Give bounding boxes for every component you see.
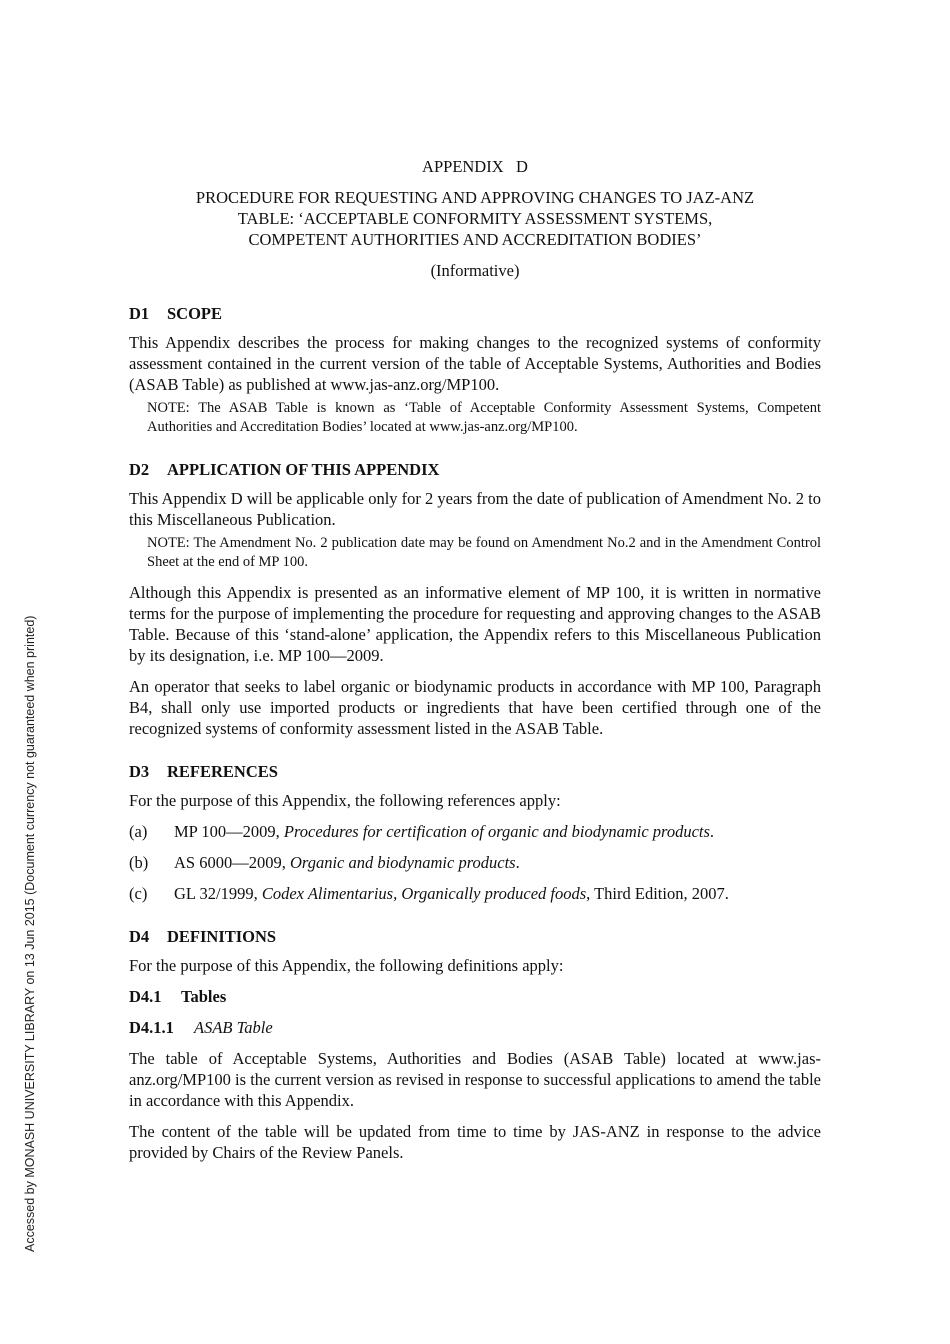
section-title: REFERENCES: [167, 762, 278, 781]
section-number: D3: [129, 762, 150, 781]
note: NOTE: The ASAB Table is known as ‘Table of Acceptable Conformity Assessment Systems, Competent Authorities and Accreditation Bodies’ located at www.jas-anz.org/MP100.: [147, 400, 821, 435]
section-number: D4: [129, 927, 150, 946]
paragraph: This Appendix D will be applicable only for 2 years from the date of publication of Amendment No. 2 to this Miscellaneous Publication.: [129, 489, 821, 529]
reference-suffix: .: [709, 822, 715, 841]
subsection-number: D4.1.1: [129, 1018, 174, 1037]
reference-item: [129, 883, 821, 904]
paragraph: This Appendix describes the process for making changes to the recognized systems of conformity assessment contained in the current version of the table of Acceptable Systems, Authorities and Bodies (ASAB Table) as published at www.jas-anz.org/MP100.: [129, 333, 821, 394]
reference-label: (c): [129, 884, 148, 903]
section-heading-d2: [129, 459, 821, 480]
section-number: D2: [129, 460, 150, 479]
paragraph: For the purpose of this Appendix, the following references apply:: [129, 791, 561, 810]
reference-title: Procedures for certification of organic and biodynamic products: [283, 822, 710, 841]
reference-title: Organic and biodynamic products: [289, 853, 516, 872]
paragraph: Although this Appendix is presented as an informative element of MP 100, it is written in normative terms for the purpose of implementing the procedure for requesting and approving changes to the ASAB Table. Because of this ‘stand-alone’ application, the Appendix refers to this Miscellaneous Publication by its designation, i.e. MP 100—2009.: [129, 583, 821, 665]
reference-text: [174, 852, 821, 873]
paragraph: An operator that seeks to label organic or biodynamic products in accordance with MP 100, Paragraph B4, shall only use imported products or ingredients that have been certified through one of the recognized systems of conformity assessment listed in the ASAB Table.: [129, 677, 821, 738]
reference-text: [174, 883, 821, 904]
appendix-title: [129, 187, 821, 250]
reference-item: [129, 852, 821, 873]
section-title: DEFINITIONS: [167, 927, 277, 946]
appendix-title-line: TABLE: ‘ACCEPTABLE CONFORMITY ASSESSMENT SYSTEMS,: [237, 209, 713, 228]
access-stamp: Accessed by MONASH UNIVERSITY LIBRARY on 13 Jun 2015 (Document currency not guaranteed when printed): [23, 615, 37, 1252]
reference-item: [129, 821, 821, 842]
paragraph: The table of Acceptable Systems, Authorities and Bodies (ASAB Table) located at www.jas-anz.org/MP100 is the current version as revised in response to successful applications to amend the table in accordance with this Appendix.: [129, 1049, 821, 1110]
note: NOTE: The Amendment No. 2 publication date may be found on Amendment No.2 and in the Amendment Control Sheet at the end of MP 100.: [147, 535, 821, 570]
paragraph: For the purpose of this Appendix, the following definitions apply:: [129, 956, 564, 975]
subsection-title: Tables: [181, 987, 227, 1006]
reference-suffix: .: [515, 853, 520, 872]
paragraph: The content of the table will be updated from time to time by JAS-ANZ in response to the advice provided by Chairs of the Review Panels.: [129, 1122, 821, 1162]
subsection-heading-d4-1: [129, 986, 821, 1007]
reference-text: [174, 821, 821, 842]
section-title: SCOPE: [167, 304, 223, 323]
reference-code: GL 32/1999,: [174, 884, 262, 903]
section-number: D1: [129, 304, 150, 323]
page-content: [129, 156, 821, 1163]
reference-code: AS 6000—2009,: [174, 853, 290, 872]
reference-suffix: , Third Edition, 2007.: [586, 884, 729, 903]
section-heading-d1: [129, 303, 821, 324]
section-heading-d4: [129, 926, 821, 947]
informative-label: (Informative): [430, 261, 520, 280]
reference-label: (a): [129, 822, 148, 841]
appendix-title-line: COMPETENT AUTHORITIES AND ACCREDITATION BODIES’: [248, 230, 702, 249]
reference-label: (b): [129, 853, 149, 872]
reference-code: MP 100—2009,: [174, 822, 284, 841]
appendix-label: APPENDIX D: [422, 157, 528, 176]
subsection-number: D4.1: [129, 987, 162, 1006]
subsection-title: ASAB Table: [194, 1018, 273, 1037]
section-heading-d3: [129, 761, 821, 782]
appendix-title-line: PROCEDURE FOR REQUESTING AND APPROVING CHANGES TO JAZ-ANZ: [195, 188, 755, 207]
subsection-heading-d4-1-1: [129, 1017, 821, 1038]
section-title: APPLICATION OF THIS APPENDIX: [167, 460, 440, 479]
reference-title: Codex Alimentarius, Organically produced foods: [261, 884, 587, 903]
